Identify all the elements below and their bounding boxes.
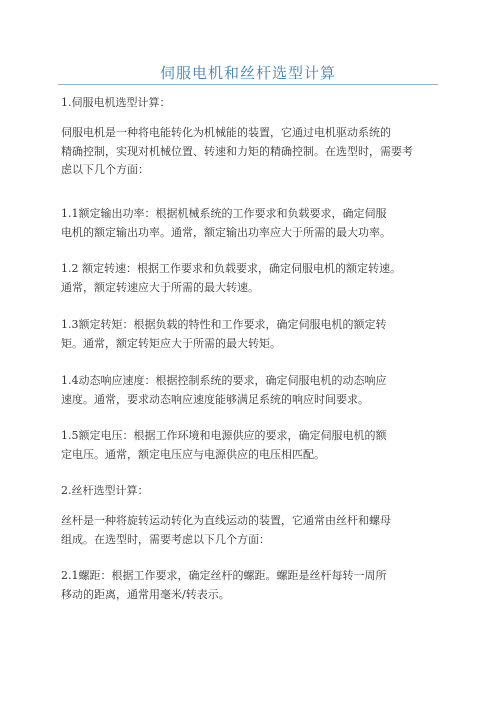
text-line: 组成。在选型时，需要考虑以下几个方面：	[61, 532, 270, 546]
text-line: 1.4动态响应速度：根据控制系统的要求，确定伺服电机的动态响应	[61, 374, 387, 387]
text-line: 速度。通常，要求动态响应速度能够满足系统的响应时间要求。	[61, 392, 369, 406]
paragraph-dynamic-response	[61, 372, 441, 409]
text-line: 伺服电机是一种将电能转化为机械能的装置，它通过电机驱动系统的	[61, 126, 391, 139]
text-line: 1.伺服电机选型计算：	[61, 96, 171, 109]
text-line: 虑以下几个方面：	[61, 163, 149, 176]
text-line: 2.1螺距：根据工作要求，确定丝杆的螺距。螺距是丝杆每转一周所	[61, 569, 387, 582]
paragraph-screw-intro	[61, 512, 441, 549]
paragraph-rated-voltage	[61, 427, 441, 464]
text-line: 1.2 额定转速：根据工作要求和负载要求，确定伺服电机的额定转速。	[61, 262, 401, 275]
paragraph-lead	[61, 567, 441, 604]
title-underline	[58, 84, 438, 85]
text-line: 1.3额定转矩：根据负载的特性和工作要求，确定伺服电机的额定转	[61, 318, 387, 331]
paragraph-rated-torque	[61, 316, 441, 353]
text-line: 通常，额定转速应大于所需的最大转速。	[61, 280, 259, 294]
text-line: 2.丝杆选型计算：	[61, 484, 149, 497]
section-heading-screw	[61, 482, 441, 501]
paragraph-rated-speed	[61, 260, 441, 297]
text-line: 移动的距离，通常用毫米/转表示。	[61, 587, 230, 601]
text-line: 电机的额定输出功率。通常，额定输出功率应大于所需的最大功率。	[61, 225, 391, 239]
text-line: 丝杆是一种将旋转运动转化为直线运动的装置，它通常由丝杆和螺母	[61, 514, 391, 527]
text-line: 定电压。通常，额定电压应与电源供应的电压相匹配。	[61, 447, 325, 461]
paragraph-rated-power	[61, 205, 441, 242]
text-line: 矩。通常，额定转矩应大于所需的最大转矩。	[61, 336, 281, 350]
section-heading-servo	[61, 94, 441, 113]
text-line: 1.5额定电压：根据工作环境和电源供应的要求，确定伺服电机的额	[61, 429, 387, 442]
text-line: 精确控制，实现对机械位置、转速和力矩的精确控制。在选型时，需要考	[61, 144, 413, 158]
paragraph-servo-intro	[61, 124, 441, 180]
document-title: 伺服电机和丝杆选型计算	[159, 64, 336, 82]
text-line: 1.1额定输出功率：根据机械系统的工作要求和负载要求，确定伺服	[61, 207, 387, 220]
